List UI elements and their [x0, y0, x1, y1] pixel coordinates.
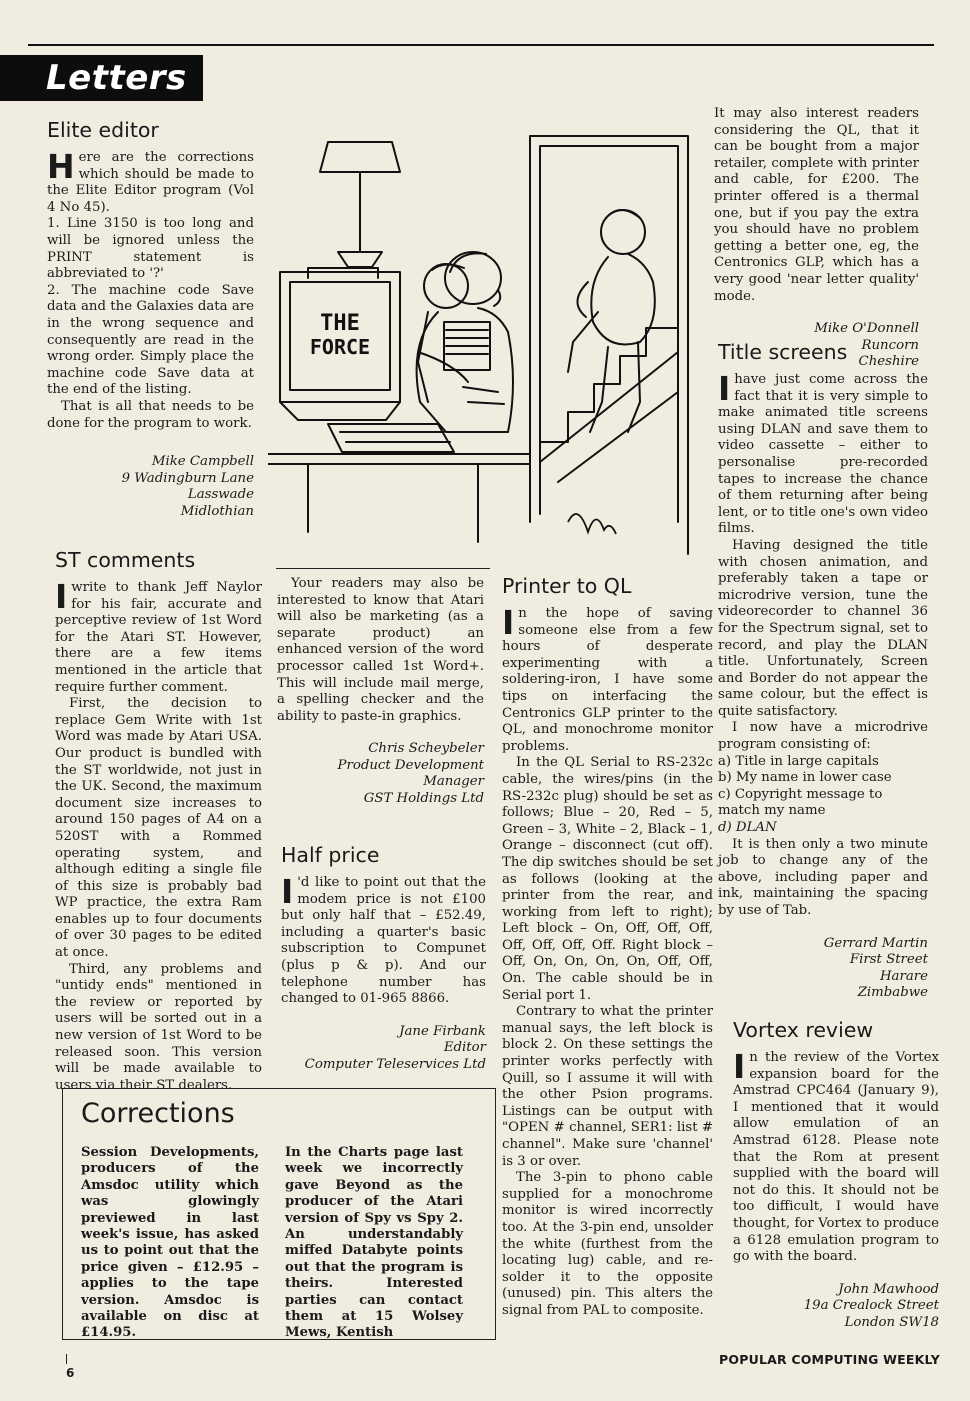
- vortex-sig-line: London SW18: [844, 1314, 939, 1330]
- printer-sig-line: Runcorn: [861, 337, 919, 353]
- st-heading: ST comments: [55, 548, 196, 572]
- vortex-sig-line: 19a Crealock Street: [803, 1298, 939, 1314]
- letter-title-screens: [718, 340, 928, 1002]
- half-sig-line: Computer Teleservices Ltd: [304, 1056, 486, 1072]
- st-para-3: Third, any problems and "untidy ends" mentioned in the review or reported by users will be sorted out in a new version of 1st Word to be released soon. This version will be made available to users via their ST dealers.: [55, 961, 262, 1093]
- letter-printer-continued: [714, 106, 919, 371]
- st-sig-line: Product Development: [337, 757, 484, 773]
- corrections-box: [62, 1088, 496, 1340]
- printer-para-4: The 3-pin to phono cable supplied for a monochrome monitor is wired incorrectly too. At the 3-pin end, unsolder the white (furthest from the locating lug) cable, and re-solder it to the opposite (unused) pin. This alters the signal from PAL to composite.: [502, 1170, 713, 1318]
- elite-sig-name: Mike Campbell: [151, 454, 254, 470]
- printer-dropcap: I: [502, 603, 515, 642]
- printer-sig-name: Mike O'Donnell: [814, 321, 919, 337]
- page-number: 6: [66, 1366, 75, 1380]
- magazine-name: POPULAR COMPUTING WEEKLY: [719, 1352, 940, 1367]
- half-sig-line: Editor: [443, 1040, 486, 1056]
- elite-sig-line: 9 Wadingburn Lane: [121, 470, 254, 486]
- st-sig-name: Chris Scheybeler: [368, 741, 484, 757]
- letter-elite-editor: [47, 118, 254, 520]
- title-screens-para-3: I now have a microdrive program consisting of:: [718, 720, 928, 753]
- title-screens-para-1: have just come across the fact that it is very simple to make animated title screens using DLAN and save them to video cassette – either to personalise pre-recorded tapes to increase the chance of them returning after being lent, or to title one's own video films.: [718, 372, 928, 537]
- half-heading: Half price: [281, 843, 380, 867]
- screen-text-line-2: FORCE: [309, 335, 371, 359]
- vortex-sig-name: John Mawhood: [838, 1281, 939, 1297]
- half-sig-name: Jane Firbank: [399, 1023, 486, 1039]
- title-screens-list-item: d) DLAN: [718, 820, 777, 836]
- elite-heading: Elite editor: [47, 118, 159, 142]
- st-dropcap: I: [55, 577, 68, 616]
- title-screens-sig-line: Zimbabwe: [857, 985, 928, 1001]
- title-screens-signature: [718, 936, 928, 1002]
- st-para-4: Your readers may also be interested to know that Atari will also be marketing (as a separate product) an enhanced version of the word processor called 1st Word+. This will include mail merge, a spelling checker and the ability to paste-in graphics.: [277, 576, 484, 724]
- printer-para-5: It may also interest readers considering the QL, that it can be bought from a major retailer, complete with printer and cable, for £200. The printer offered is a thermal one, but if you pay the extra you should have no problem getting a better one, eg, the Centronics GLP, which has a very good 'near letter quality' mode.: [714, 106, 919, 304]
- artist-signature-mark: [568, 514, 616, 534]
- elite-para-3: 2. The machine code Save data and the Galaxies data are in the wrong sequence and consequently are read in the wrong order. Simply place the machine code Save data at the end of the listing.: [47, 282, 254, 398]
- title-screens-list-item: c) Copyright message to match my name: [718, 786, 883, 819]
- elite-dropcap: H: [47, 147, 75, 186]
- printer-heading: Printer to QL: [502, 574, 632, 598]
- elite-para-1: ere are the corrections which should be made to the Elite Editor program (Vol 4 No 45).: [47, 150, 254, 215]
- screen-text-line-1: THE: [320, 311, 360, 336]
- column-rule: [276, 568, 490, 569]
- title-screens-heading: Title screens: [718, 340, 848, 364]
- letter-half-price: [281, 843, 486, 1073]
- vortex-signature: [733, 1282, 939, 1332]
- printer-para-3: Contrary to what the printer manual says, the left block is block 2. On these settings the printer works perfectly with Quill, so I assume it will with the other Psion programs. Listings can be output with "OPEN # channel, SER1: list # channel". Make sure 'channel' is 3 or over.: [502, 1004, 713, 1169]
- elite-para-2: 1. Line 3150 is too long and will be ignored unless the PRINT statement is abbreviated to '?': [47, 216, 254, 282]
- letter-vortex-review: [733, 1018, 939, 1331]
- letter-st-comments: [55, 548, 262, 1094]
- half-para-1: 'd like to point out that the modem price is not £100 but only half that – £52.49, including a quarter's basic subscription to Compunet (plus p & p). And our telephone number has changed to 01-965 8866.: [281, 875, 486, 1007]
- title-screens-sig-name: Gerrard Martin: [823, 935, 928, 951]
- title-screens-sig-line: First Street: [849, 952, 928, 968]
- elite-signature: [47, 454, 254, 520]
- elite-sig-line: Lasswade: [187, 487, 254, 503]
- vortex-heading: Vortex review: [733, 1018, 874, 1042]
- title-screens-para-2: Having designed the title with chosen animation, and preferably taken a tape or microdrive version, tune the videorecorder to channel 36 for the Spectrum signal, set to record, and play the DLAN title. Unfortunately, Screen and Border do not appear the same colour, but the effect is quite satisfactory.: [718, 537, 928, 719]
- st-para-1: write to thank Jeff Naylor for his fair, accurate and perceptive review of 1st Word for the Atari ST. However, there are a few items mentioned in the article that require further comment.: [55, 580, 262, 695]
- title-screens-list-item: a) Title in large capitals: [718, 753, 879, 769]
- footer-rule: [66, 1354, 67, 1364]
- printer-sig-line: Cheshire: [858, 354, 919, 370]
- half-dropcap: I: [281, 872, 294, 911]
- title-screens-list-item: b) My name in lower case: [718, 770, 892, 786]
- printer-para-1: n the hope of saving someone else from a few hours of desperate experimenting with a soldering-iron, I have some tips on interfacing the Centronics GLP printer to the QL, and monochrome monitor problems.: [502, 606, 713, 754]
- st-sig-line: GST Holdings Ltd: [363, 790, 484, 806]
- title-screens-sig-line: Harare: [879, 968, 928, 984]
- vortex-para-1: n the review of the Vortex expansion board for the Amstrad CPC464 (January 9), I mentioned that it would allow emulation of an Amstrad 6128. Please note that the Rom at present supplied with the board will not do this. It should not be too difficult, I would have thought, for Vortex to produce a 6128 emulation program to go with the board.: [733, 1050, 939, 1265]
- corrections-heading: Corrections: [81, 1098, 235, 1129]
- st-signature: [277, 741, 484, 807]
- letter-printer-to-ql: [502, 574, 713, 1320]
- half-signature: [281, 1024, 486, 1074]
- letter-st-continued: [277, 576, 484, 807]
- title-screens-dropcap: I: [718, 369, 731, 408]
- corrections-left-text: Session Developments, producers of the Amsdoc utility which was glowingly previewed in last week's issue, has asked us to point out that the price given – £12.95 – applies to the tape version. Amsdoc is available on disc at £14.95.: [81, 1145, 259, 1341]
- title-screens-para-4: It is then only a two minute job to change any of the above, including paper and ink, maintaining the spacing by use of Tab.: [718, 836, 928, 918]
- section-banner: Letters: [0, 55, 203, 101]
- printer-para-2: In the QL Serial to RS-232c cable, the wires/pins (in the RS-232c plug) should be set as follows; Blue – 20, Red – 5, Green – 3, White – 2, Black – 1, Orange – disconnect (cut off). The dip switches should be set as follows (looking at the printer from the rear, and working from left to right); Left block – On, Off, Off, Off, Off, Off, Off, Off. Right block – Off, On, On, On, On, Off, Off, On. The cable should be in Serial port 1.: [502, 755, 713, 1003]
- elite-sig-line: Midlothian: [180, 503, 254, 519]
- vortex-dropcap: I: [733, 1047, 746, 1086]
- elite-para-4: That is all that needs to be done for the program to work.: [47, 398, 254, 431]
- top-rule: [28, 44, 934, 46]
- cartoon-illustration: [268, 102, 700, 558]
- st-para-2: First, the decision to replace Gem Write with 1st Word was made by Atari USA. Our product is bundled with the ST worldwide, not just in the UK. Second, the maximum document size increases to around 150 pages of A4 on a 520ST with a Rommed operating system, and although editing a single file of this size is probably bad WP practice, the extra Ram enables up to four documents of over 30 pages to be edited at once.: [55, 696, 262, 961]
- corrections-right-text: In the Charts page last week we incorrectly gave Beyond as the producer of the Atari version of Spy vs Spy 2. An understandably miffed Databyte points out that the program is theirs. Interested parties can contact them at 15 Wolsey Mews, Kentish: [285, 1145, 463, 1341]
- st-sig-line: Manager: [423, 774, 484, 790]
